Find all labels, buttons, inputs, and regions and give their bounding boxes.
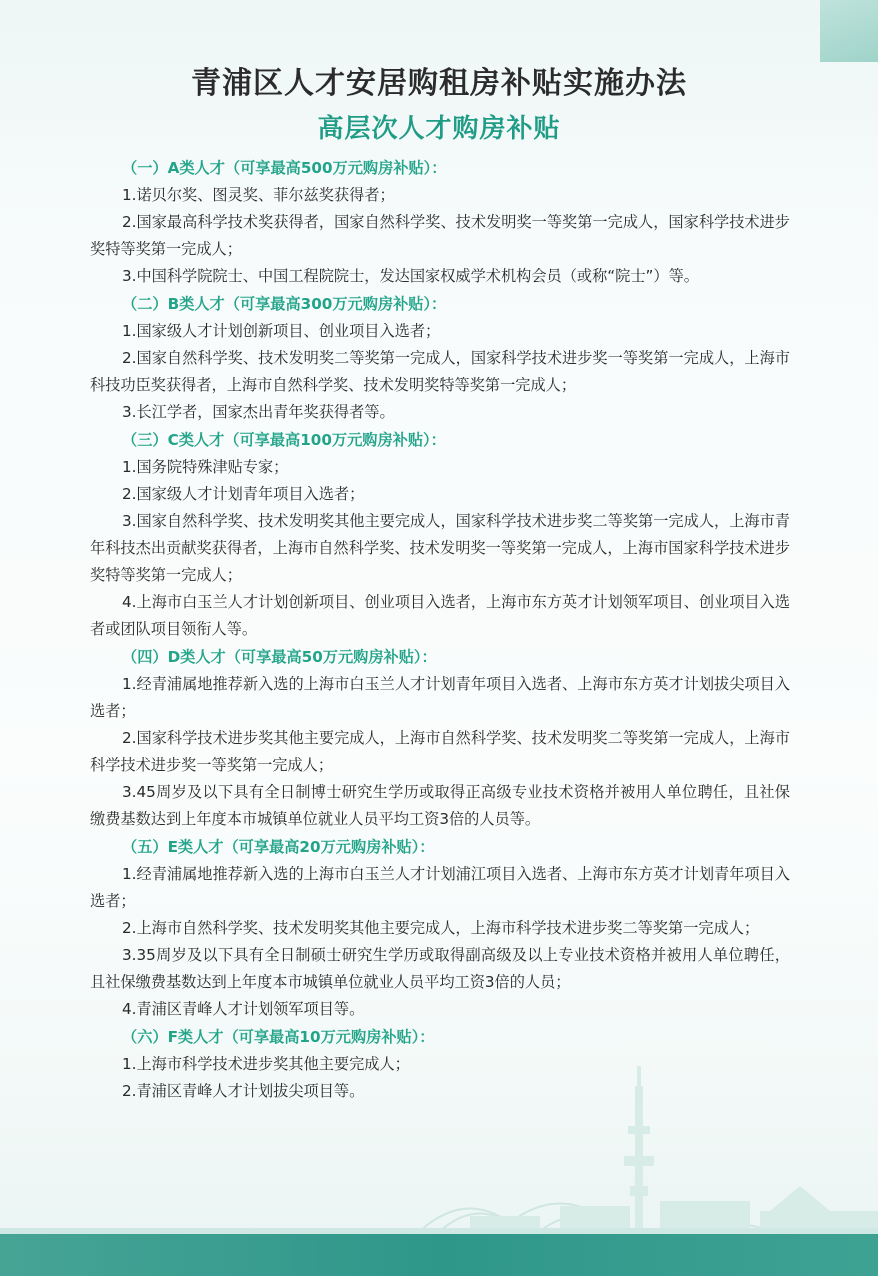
list-item: 4.青浦区青峰人才计划领军项目等。 <box>122 1000 365 1018</box>
section-c <box>90 426 790 643</box>
section-heading: （三）C类人才（可享最高100万元购房补贴）： <box>122 431 446 449</box>
section-heading: （六）F类人才（可享最高10万元购房补贴）： <box>122 1028 435 1046</box>
list-item: 1.国家级人才计划创新项目、创业项目入选者； <box>122 322 441 340</box>
list-item: 1.国务院特殊津贴专家； <box>122 458 289 476</box>
section-heading: （四）D类人才（可享最高50万元购房补贴）： <box>122 648 437 666</box>
list-item: 3.中国科学院院士、中国工程院院士，发达国家权威学术机构会员（或称“院士”）等。 <box>122 267 699 285</box>
page-title: 青浦区人才安居购租房补贴实施办法 <box>191 66 687 101</box>
list-item: 2.国家科学技术进步奖其他主要完成人，上海市自然科学奖、技术发明奖二等奖第一完成人，上海市科学技术进步奖一等奖第一完成人； <box>90 729 790 774</box>
section-heading: （五）E类人才（可享最高20万元购房补贴）： <box>122 838 435 856</box>
list-item: 3.长江学者，国家杰出青年奖获得者等。 <box>122 403 395 421</box>
city-skyline-illustration <box>0 1066 878 1236</box>
list-item: 3.45周岁及以下具有全日制博士研究生学历或取得正高级专业技术资格并被用人单位聘任，且社保缴费基数达到上年度本市城镇单位就业人员平均工资3倍的人员等。 <box>90 783 790 828</box>
section-heading: （二）B类人才（可享最高300万元购房补贴）： <box>122 295 447 313</box>
list-item: 2.国家级人才计划青年项目入选者； <box>122 485 365 503</box>
section-d <box>90 643 790 833</box>
page-subtitle: 高层次人才购房补贴 <box>317 114 561 144</box>
section-heading: （一）A类人才（可享最高500万元购房补贴）： <box>122 159 447 177</box>
list-item: 3.国家自然科学奖、技术发明奖其他主要完成人，国家科学技术进步奖二等奖第一完成人，上海市青年科技杰出贡献奖获得者，上海市自然科学奖、技术发明奖一等奖第一完成人，上海市国家科学技术进步奖特等奖第一完成人； <box>90 512 790 584</box>
list-item: 2.青浦区青峰人才计划拔尖项目等。 <box>122 1082 365 1100</box>
list-item: 4.上海市白玉兰人才计划创新项目、创业项目入选者，上海市东方英才计划领军项目、创业项目入选者或团队项目领衔人等。 <box>90 593 790 638</box>
section-e <box>90 833 790 1023</box>
list-item: 1.诺贝尔奖、图灵奖、菲尔兹奖获得者； <box>122 186 395 204</box>
list-item: 1.经青浦属地推荐新入选的上海市白玉兰人才计划青年项目入选者、上海市东方英才计划拔尖项目入选者； <box>90 675 790 720</box>
section-a <box>90 154 790 290</box>
footer-band <box>0 1234 878 1276</box>
list-item: 1.上海市科学技术进步奖其他主要完成人； <box>122 1055 410 1073</box>
list-item: 2.国家最高科学技术奖获得者，国家自然科学奖、技术发明奖一等奖第一完成人，国家科学技术进步奖特等奖第一完成人； <box>90 213 790 258</box>
list-item: 1.经青浦属地推荐新入选的上海市白玉兰人才计划浦江项目入选者、上海市东方英才计划青年项目入选者； <box>90 865 790 910</box>
list-item: 2.上海市自然科学奖、技术发明奖其他主要完成人，上海市科学技术进步奖二等奖第一完成人； <box>122 919 760 937</box>
section-b <box>90 290 790 426</box>
list-item: 3.35周岁及以下具有全日制硕士研究生学历或取得副高级及以上专业技术资格并被用人单位聘任，且社保缴费基数达到上年度本市城镇单位就业人员平均工资3倍的人员； <box>90 946 790 991</box>
list-item: 2.国家自然科学奖、技术发明奖二等奖第一完成人，国家科学技术进步奖一等奖第一完成人，上海市科技功臣奖获得者，上海市自然科学奖、技术发明奖特等奖第一完成人； <box>90 349 790 394</box>
content-body <box>90 154 790 1105</box>
